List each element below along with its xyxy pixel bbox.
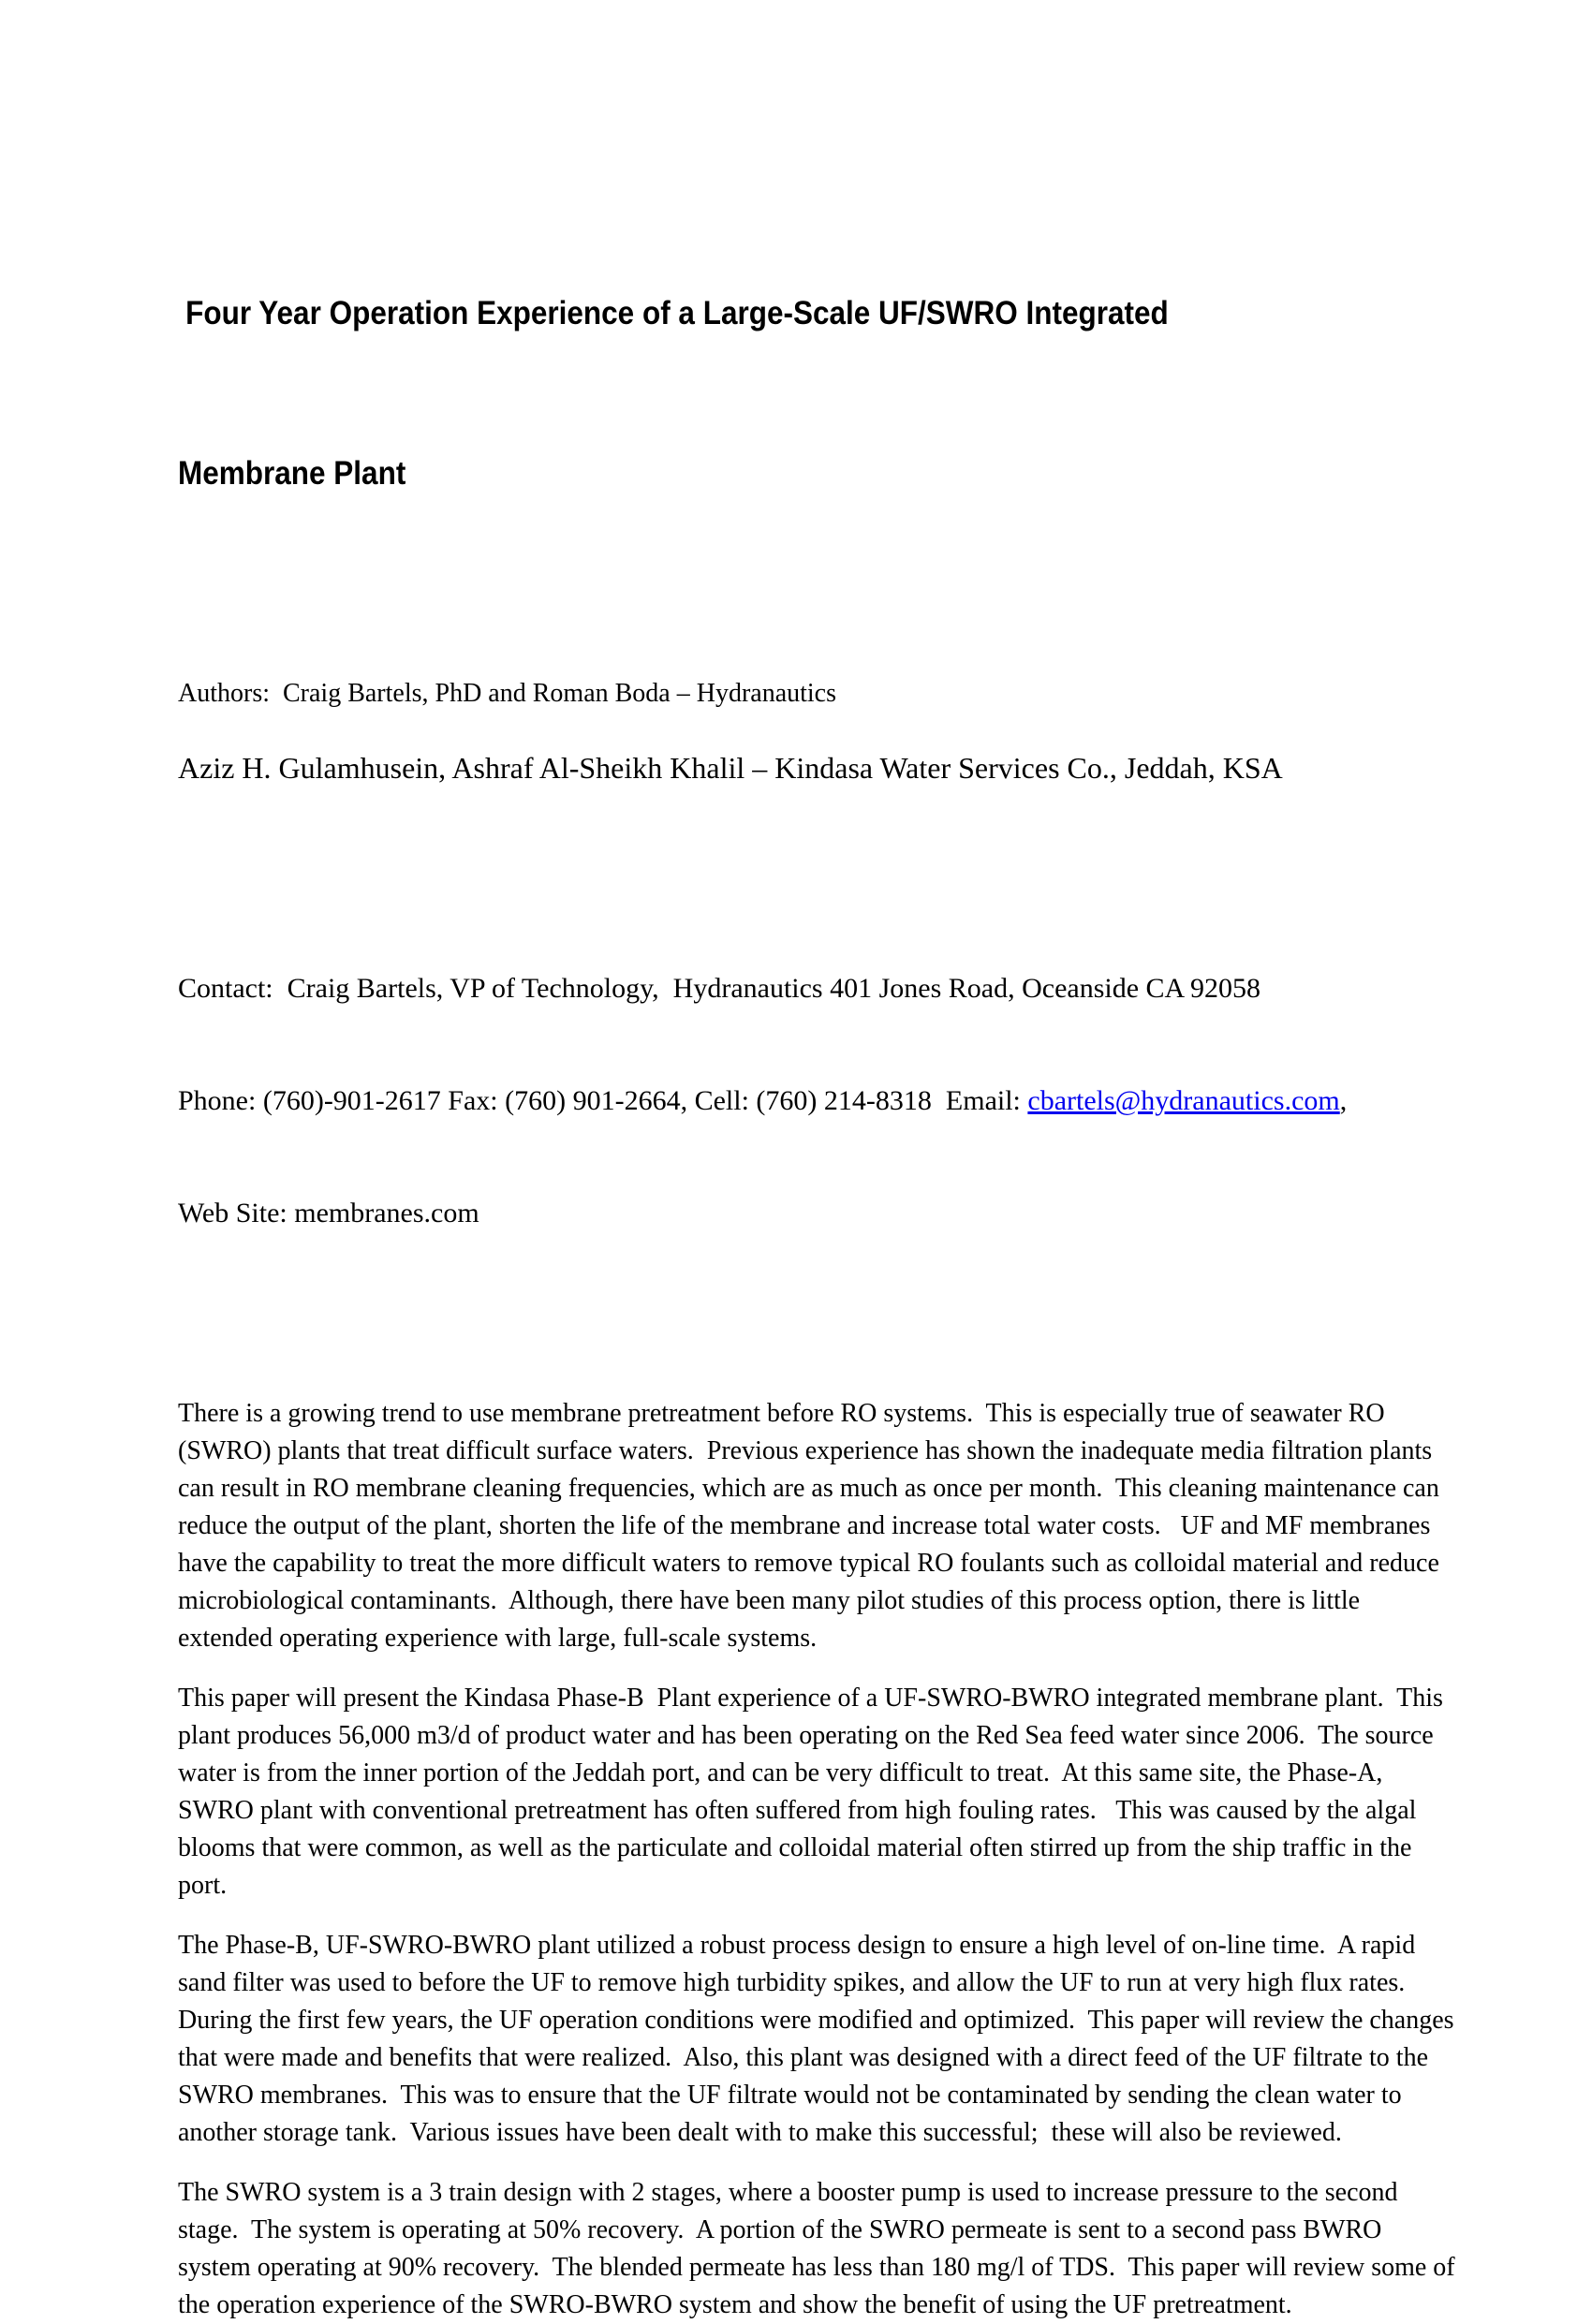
authors-line-secondary: Aziz H. Gulamhusein, Ashraf Al-Sheikh Khalil – Kindasa Water Services Co., Jeddah, KSA <box>178 751 1283 785</box>
authors-line-primary: Authors: Craig Bartels, PhD and Roman Boda – Hydranautics <box>178 679 837 708</box>
paper-title-line-1: Four Year Operation Experience of a Large-Scale UF/SWRO Integrated <box>185 295 1169 331</box>
abstract-paragraph-1: There is a growing trend to use membrane pretreatment before RO systems. This is especially true of seawater RO (SWRO) plants that treat difficult surface waters. Previous experience has shown the inadequate media filtration plants can result in RO membrane cleaning frequencies, which are as much as once per month. This cleaning maintenance can reduce the output of the plant, shorten the life of the membrane and increase total water costs. UF and MF membranes have the capability to treat the more difficult waters to remove typical RO foulants such as colloidal material and reduce microbiological contaminants. Although, there have been many pilot studies of this process option, there is little extended operating experience with large, full-scale systems. <box>178 1399 1446 1653</box>
contact-address-line: Contact: Craig Bartels, VP of Technology, Hydranautics 401 Jones Road, Oceanside CA 92058 <box>178 973 1261 1004</box>
authors-block <box>178 640 1461 822</box>
paper-title <box>178 180 1333 607</box>
contact-website-line: Web Site: membranes.com <box>178 1198 479 1228</box>
email-link[interactable]: cbartels@hydranautics.com <box>1027 1085 1340 1116</box>
contact-phone-line-suffix: , <box>1339 1085 1348 1116</box>
abstract-body <box>178 1395 1461 2324</box>
paper-title-line-2: Membrane Plant <box>178 455 406 492</box>
contact-block <box>178 895 1461 1307</box>
abstract-paragraph-3: The Phase-B, UF-SWRO-BWRO plant utilized a robust process design to ensure a high level of on-line time. A rapid sand filter was used to before the UF to remove high turbidity spikes, and allow the UF to run at very high flux rates. During the first few years, the UF operation conditions were modified and optimized. This paper will review the changes that were made and benefits that were realized. Also, this plant was designed with a direct feed of the UF filtrate to the SWRO membranes. This was to ensure that the UF filtrate would not be contaminated by sending the clean water to another storage tank. Various issues have been dealt with to make this successful; these will also be reviewed. <box>178 1931 1461 2147</box>
abstract-paragraph-4: The SWRO system is a 3 train design with 2 stages, where a booster pump is used to increase pressure to the second stage. The system is operating at 50% recovery. A portion of the SWRO permeate is sent to a second pass BWRO system operating at 90% recovery. The blended permeate has less than 180 mg/l of TDS. This paper will review some of the operation experience of the SWRO-BWRO system and show the benefit of using the UF pretreatment. <box>178 2178 1462 2319</box>
contact-phone-line <box>178 1082 1461 1120</box>
contact-phone-text: Phone: (760)-901-2617 Fax: (760) 901-2664, Cell: (760) 214-8318 Email: <box>178 1085 1028 1116</box>
abstract-paragraph-2: This paper will present the Kindasa Phase-B Plant experience of a UF-SWRO-BWRO integrated membrane plant. This plant produces 56,000 m3/d of product water and has been operating on the Red Sea feed water since 2006. The source water is from the inner portion of the Jeddah port, and can be very difficult to treat. At this same site, the Phase-A, SWRO plant with conventional pretreatment has often suffered from high fouling rates. This was caused by the algal blooms that were common, as well as the particulate and colloidal material often stirred up from the ship traffic in the port. <box>178 1684 1450 1900</box>
